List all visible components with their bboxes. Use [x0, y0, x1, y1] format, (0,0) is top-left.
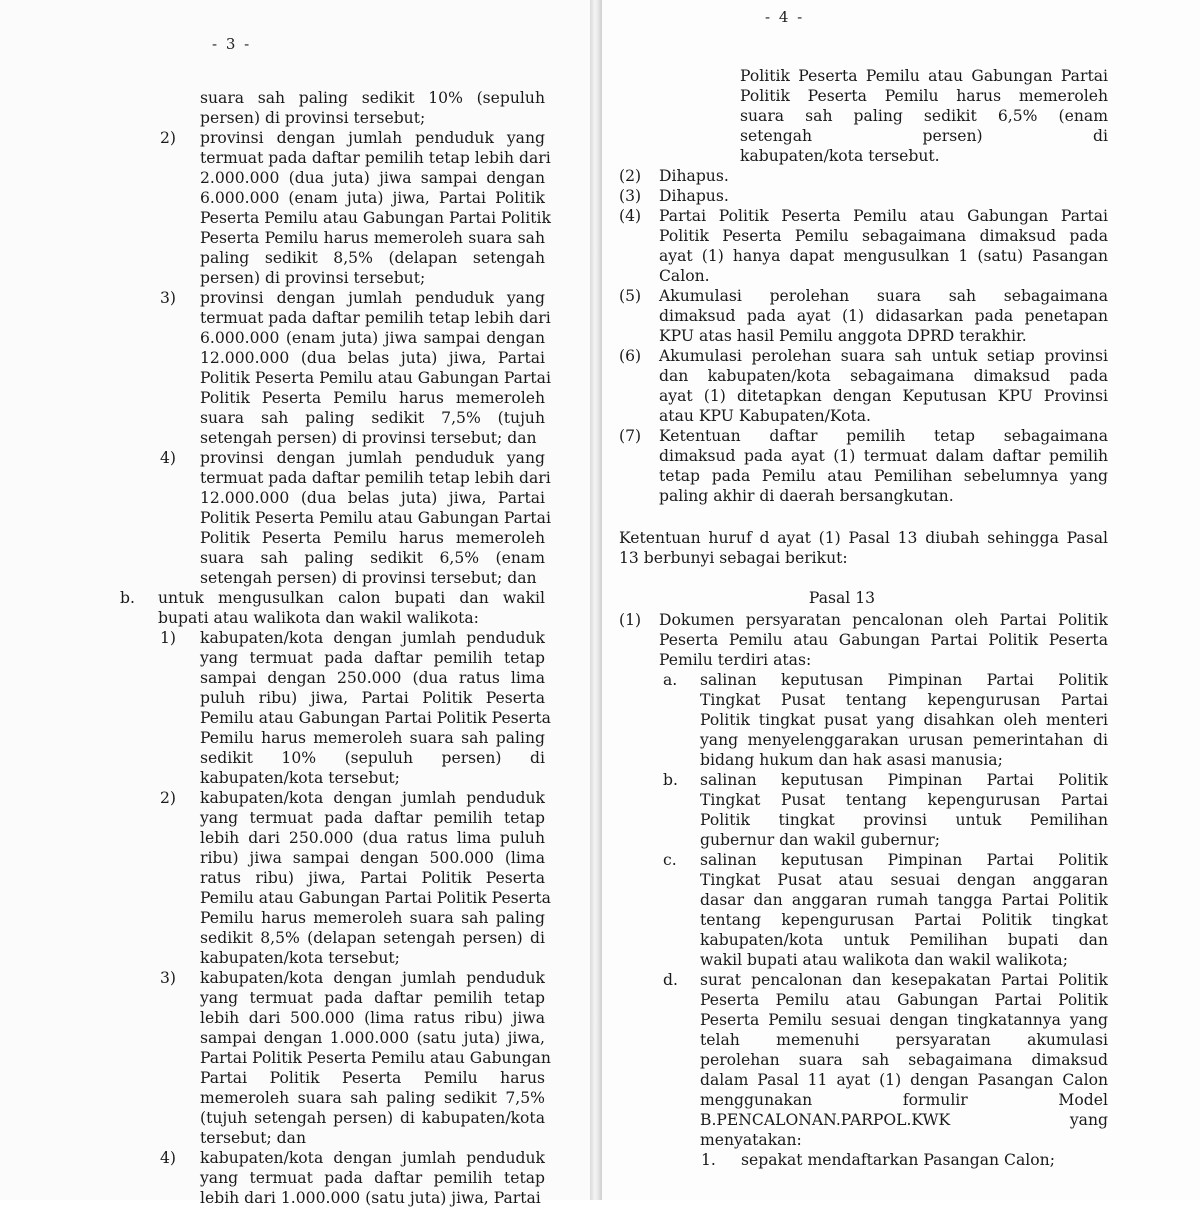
list-marker: c. [663, 851, 677, 869]
paragraph-line: Pemilu atau Gabungan Partai Politik Peserta [200, 889, 551, 907]
paragraph-line: puluh ribu) jiwa, Partai Politik Peserta [200, 689, 545, 707]
page-number: - 3 - [212, 35, 252, 53]
paragraph-line: gubernur dan wakil gubernur; [700, 831, 940, 849]
paragraph-line: sedikit 8,5% (delapan setengah persen) di [200, 929, 545, 947]
list-marker: (6) [619, 347, 642, 365]
paragraph-line: Pemilu harus memeroleh suara sah paling [200, 909, 545, 927]
list-marker: 1. [701, 1151, 716, 1169]
paragraph-line: Akumulasi perolehan suara sah untuk setiap provinsi [659, 347, 1108, 365]
paragraph-line: sampai dengan 250.000 (dua ratus lima [200, 669, 545, 687]
pasal-title: Pasal 13 [808, 589, 876, 607]
paragraph-line: memeroleh suara sah paling sedikit 7,5% [200, 1089, 545, 1107]
paragraph-line: Ketentuan daftar pemilih tetap sebagaimana [659, 427, 1108, 445]
paragraph-line: 6.000.000 (enam juta) jiwa sampai dengan [200, 329, 545, 347]
paragraph-line: setengah persen) di [740, 127, 1108, 145]
paragraph-line: persen) di provinsi tersebut; [200, 269, 426, 287]
list-marker: 3) [160, 289, 177, 307]
paragraph-line: paling sedikit 8,5% (delapan setengah [200, 249, 545, 267]
paragraph-line: Dihapus. [659, 187, 729, 205]
paragraph-line: suara sah paling sedikit 6,5% (enam [740, 107, 1108, 125]
paragraph-line: salinan keputusan Pimpinan Partai Politik [700, 771, 1108, 789]
paragraph-line: ribu) jiwa sampai dengan 500.000 (lima [200, 849, 545, 867]
paragraph-line: kabupaten/kota dengan jumlah penduduk [200, 789, 545, 807]
paragraph-line: Politik Peserta Pemilu harus memeroleh [200, 389, 545, 407]
paragraph-line: Dihapus. [659, 167, 729, 185]
paragraph-line: ayat (1) hanya dapat mengusulkan 1 (satu) Pasangan [659, 247, 1108, 265]
list-marker: 1) [160, 629, 177, 647]
paragraph-line: Politik Peserta Pemilu atau Gabungan Partai [740, 67, 1108, 85]
paragraph-line: 13 berbunyi sebagai berikut: [619, 549, 848, 567]
page-gutter [590, 0, 602, 1200]
paragraph-line: setengah persen) di provinsi tersebut; dan [200, 569, 537, 587]
list-marker: (4) [619, 207, 642, 225]
paragraph-line: Politik Peserta Pemilu sebagaimana dimaksud pada [659, 227, 1108, 245]
paragraph-line: untuk mengusulkan calon bupati dan wakil [158, 589, 545, 607]
paragraph-line: Politik Peserta Pemilu atau Gabungan Partai [200, 369, 551, 387]
paragraph-line: suara sah paling sedikit 6,5% (enam [200, 549, 545, 567]
paragraph-line: salinan keputusan Pimpinan Partai Politik [700, 671, 1108, 689]
paragraph-line: termuat pada daftar pemilih tetap lebih dari [200, 149, 551, 167]
paragraph-line: surat pencalonan dan kesepakatan Partai Politik [700, 971, 1108, 989]
paragraph-line: salinan keputusan Pimpinan Partai Politik [700, 851, 1108, 869]
paragraph-line: B.PENCALONAN.PARPOL.KWK yang [700, 1111, 1108, 1129]
paragraph-line: Tingkat Pusat atau sesuai dengan anggaran [700, 871, 1108, 889]
list-marker: 2) [160, 129, 177, 147]
paragraph-line: (tujuh setengah persen) di kabupaten/kota [200, 1109, 545, 1127]
paragraph-line: Politik Peserta Pemilu harus memeroleh [200, 529, 545, 547]
paragraph-line: Pemilu atau Gabungan Partai Politik Peserta [200, 709, 551, 727]
paragraph-line: 12.000.000 (dua belas juta) jiwa, Partai [200, 349, 545, 367]
list-marker: 4) [160, 449, 177, 467]
paragraph-line: persen) di provinsi tersebut; [200, 109, 426, 127]
paragraph-line: menyatakan: [700, 1131, 802, 1149]
paragraph-line: bupati atau walikota dan wakil walikota: [158, 609, 479, 627]
paragraph-line: kabupaten/kota dengan jumlah penduduk [200, 629, 545, 647]
paragraph-line: Peserta Pemilu sesuai dengan tingkatannya yang [700, 1011, 1108, 1029]
paragraph-line: Tingkat Pusat tentang kepengurusan Partai [700, 691, 1108, 709]
list-marker: a. [663, 671, 678, 689]
paragraph-line: yang termuat pada daftar pemilih tetap [200, 989, 545, 1007]
paragraph-line: Peserta Pemilu atau Gabungan Partai Politik [700, 991, 1108, 1009]
paragraph-line: setengah persen) di provinsi tersebut; dan [200, 429, 537, 447]
list-marker: (7) [619, 427, 642, 445]
list-marker: 4) [160, 1149, 177, 1167]
paragraph-line: tetap pada Pemilu atau Pemilihan sebelumnya yang [659, 467, 1108, 485]
paragraph-line: Politik tingkat provinsi untuk Pemilihan [700, 811, 1108, 829]
list-marker: (1) [619, 611, 642, 629]
paragraph-line: dan kabupaten/kota sebagaimana dimaksud pada [659, 367, 1108, 385]
list-marker: b. [120, 589, 135, 607]
paragraph-line: wakil bupati atau walikota dan wakil walikota; [700, 951, 1068, 969]
paragraph-line: kabupaten/kota tersebut; [200, 769, 400, 787]
list-marker: (2) [619, 167, 642, 185]
paragraph-line: Peserta Pemilu atau Gabungan Partai Politik Peserta [659, 631, 1108, 649]
paragraph-line: kabupaten/kota untuk Pemilihan bupati dan [700, 931, 1108, 949]
paragraph-line: provinsi dengan jumlah penduduk yang [200, 289, 545, 307]
paragraph-line: KPU atas hasil Pemilu anggota DPRD terakhir. [659, 327, 1027, 345]
paragraph-line: kabupaten/kota tersebut. [740, 147, 940, 165]
list-marker: d. [663, 971, 678, 989]
paragraph-line: 6.000.000 (enam juta) jiwa, Partai Politik [200, 189, 545, 207]
paragraph-line: Partai Politik Peserta Pemilu atau Gabungan Partai [659, 207, 1108, 225]
paragraph-line: yang termuat pada daftar pemilih tetap [200, 649, 545, 667]
paragraph-line: Politik tingkat pusat yang disahkan oleh menteri [700, 711, 1108, 729]
paragraph-line: kabupaten/kota dengan jumlah penduduk [200, 969, 545, 987]
paragraph-line: yang menyelenggarakan urusan pemerintahan di [700, 731, 1108, 749]
paragraph-line: Peserta Pemilu atau Gabungan Partai Politik [200, 209, 551, 227]
paragraph-line: lebih dari 250.000 (dua ratus lima puluh [200, 829, 545, 847]
paragraph-line: Politik Peserta Pemilu atau Gabungan Partai [200, 509, 551, 527]
paragraph-line: yang termuat pada daftar pemilih tetap [200, 1169, 545, 1187]
paragraph-line: Politik Peserta Pemilu harus memeroleh [740, 87, 1108, 105]
paragraph-line: dasar dan anggaran rumah tangga Partai Politik [700, 891, 1108, 909]
paragraph-line: telah memenuhi persyaratan akumulasi [700, 1031, 1108, 1049]
paragraph-line: Dokumen persyaratan pencalonan oleh Partai Politik [659, 611, 1108, 629]
paragraph-line: lebih dari 1.000.000 (satu juta) jiwa, Partai [200, 1189, 541, 1207]
paragraph-line: 2.000.000 (dua juta) jiwa sampai dengan [200, 169, 545, 187]
page-4 [602, 0, 1200, 1200]
paragraph-line: suara sah paling sedikit 10% (sepuluh [200, 89, 545, 107]
paragraph-line: tersebut; dan [200, 1129, 307, 1147]
paragraph-line: Peserta Pemilu harus memeroleh suara sah [200, 229, 545, 247]
paragraph-line: bidang hukum dan hak asasi manusia; [700, 751, 1003, 769]
list-marker: 3) [160, 969, 177, 987]
paragraph-line: perolehan suara sah sebagaimana dimaksud [700, 1051, 1108, 1069]
list-marker: 2) [160, 789, 177, 807]
paragraph-line: paling akhir di daerah bersangkutan. [659, 487, 954, 505]
paragraph-line: tentang kepengurusan Partai Politik tingkat [700, 911, 1108, 929]
paragraph-line: atau KPU Kabupaten/Kota. [659, 407, 872, 425]
paragraph-line: kabupaten/kota dengan jumlah penduduk [200, 1149, 545, 1167]
paragraph-line: 12.000.000 (dua belas juta) jiwa, Partai [200, 489, 545, 507]
paragraph-line: sepakat mendaftarkan Pasangan Calon; [741, 1151, 1055, 1169]
list-marker: b. [663, 771, 678, 789]
paragraph-line: sedikit 10% (sepuluh persen) di [200, 749, 545, 767]
paragraph-line: termuat pada daftar pemilih tetap lebih dari [200, 469, 551, 487]
list-marker: (3) [619, 187, 642, 205]
paragraph-line: termuat pada daftar pemilih tetap lebih dari [200, 309, 551, 327]
paragraph-line: sampai dengan 1.000.000 (satu juta) jiwa, [200, 1029, 545, 1047]
paragraph-line: yang termuat pada daftar pemilih tetap [200, 809, 545, 827]
paragraph-line: dimaksud pada ayat (1) didasarkan pada penetapan [659, 307, 1108, 325]
paragraph-line: ayat (1) ditetapkan dengan Keputusan KPU Provinsi [659, 387, 1108, 405]
paragraph-line: dalam Pasal 11 ayat (1) dengan Pasangan Calon [700, 1071, 1108, 1089]
paragraph-line: Partai Politik Peserta Pemilu harus [200, 1069, 545, 1087]
page-3 [0, 0, 590, 1207]
paragraph-line: provinsi dengan jumlah penduduk yang [200, 129, 545, 147]
paragraph-line: Tingkat Pusat tentang kepengurusan Partai [700, 791, 1108, 809]
paragraph-line: Ketentuan huruf d ayat (1) Pasal 13 diubah sehingga Pasal [619, 529, 1108, 547]
paragraph-line: provinsi dengan jumlah penduduk yang [200, 449, 545, 467]
page-number: - 4 - [765, 8, 805, 26]
paragraph-line: menggunakan formulir Model [700, 1091, 1108, 1109]
paragraph-line: dimaksud pada ayat (1) termuat dalam daftar pemilih [659, 447, 1108, 465]
paragraph-line: Pemilu harus memeroleh suara sah paling [200, 729, 545, 747]
paragraph-line: suara sah paling sedikit 7,5% (tujuh [200, 409, 545, 427]
list-marker: (5) [619, 287, 642, 305]
paragraph-line: ratus ribu) jiwa, Partai Politik Peserta [200, 869, 545, 887]
paragraph-line: Pemilu terdiri atas: [659, 651, 812, 669]
paragraph-line: Partai Politik Peserta Pemilu atau Gabungan [200, 1049, 551, 1067]
paragraph-line: Akumulasi perolehan suara sah sebagaimana [659, 287, 1108, 305]
paragraph-line: kabupaten/kota tersebut; [200, 949, 400, 967]
paragraph-line: Calon. [659, 267, 710, 285]
paragraph-line: lebih dari 500.000 (lima ratus ribu) jiwa [200, 1009, 545, 1027]
